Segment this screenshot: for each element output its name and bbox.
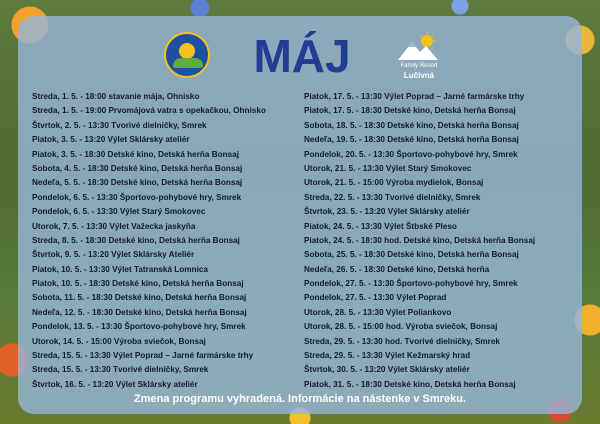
event-row: Sobota, 4. 5. - 18:30 Detské kino, Detská herňa Bonsaj (32, 163, 243, 173)
event-row: Piatok, 3. 5. - 18:30 Detské kino, Detská herňa Bonsaj (32, 149, 240, 159)
event-row: Streda, 1. 5. - 18:00 stavanie mája, Ohnisko (32, 92, 200, 101)
event-row: Štvrtok, 30. 5. - 13:20 Výlet Sklársky ateliér (304, 365, 470, 375)
event-row: Sobota, 18. 5. - 18:30 Detské kino, Detská herňa Bonsaj (304, 120, 519, 130)
event-row: Nedeľa, 19. 5. - 18:30 Detské kino, Detská herňa Bonsaj (304, 135, 519, 145)
event-row: Streda, 15. 5. - 13:30 Tvorivé dielničky, Smrek (32, 365, 209, 375)
hills-icon (173, 58, 203, 68)
event-row: Piatok, 24. 5. - 18:30 hod. Detské kino, Detská herňa Bonsaj (304, 235, 536, 245)
event-row: Piatok, 10. 5. - 18:30 Detské kino, Detská herňa Bonsaj (32, 279, 244, 289)
event-row: Piatok, 10. 5. - 13:30 Výlet Tatranská Lomnica (32, 264, 208, 274)
event-row: Utorok, 21. 5. - 13:30 Výlet Starý Smokovec (304, 163, 472, 173)
event-row: Nedeľa, 5. 5. - 18:30 Detské kino, Detská herňa Bonsaj (32, 178, 243, 188)
event-row: Streda, 29. 5. - 13:30 Výlet Kežmarský hrad (304, 351, 471, 361)
event-row: Piatok, 17. 5. - 13:30 Výlet Poprad – Jarné farmárske trhy (304, 92, 525, 101)
event-row: Sobota, 25. 5. - 18:30 Detské kino, Detská herňa Bonsaj (304, 250, 519, 260)
event-row: Piatok, 24. 5. - 13:30 Výlet Štbské Pleso (304, 221, 457, 231)
event-row: Pondelok, 6. 5. - 13:30 Výlet Starý Smokovec (32, 207, 206, 217)
event-row: Pondelok, 27. 5. - 13:30 Športovo-pohybové hry, Smrek (304, 279, 518, 289)
event-row: Pondelok, 20. 5. - 13:30 Športovo-pohybové hry, Smrek (304, 149, 518, 159)
event-row: Streda, 15. 5. - 13:30 Výlet Poprad – Jarné farmárske trhy (32, 351, 254, 361)
event-row: Pondelok, 13. 5. - 13:30 Športovo-pohybové hry, Smrek (32, 322, 246, 332)
event-row: Štvrtok, 9. 5. - 13:20 Výlet Sklársky Ateliér (32, 250, 195, 260)
club-logo (164, 32, 210, 78)
resort-logo-line1: Family Resort (400, 63, 438, 69)
event-row: Nedeľa, 12. 5. - 18:30 Detské kino, Detská herňa Bonsaj (32, 307, 247, 317)
event-row: Utorok, 7. 5. - 13:30 Výlet Važecka jaskyňa (32, 221, 196, 231)
event-row: Štvrtok, 2. 5. - 13:30 Tvorivé dielničky, Smrek (32, 120, 207, 130)
event-row: Sobota, 11. 5. - 18:30 Detské kino, Detská herňa Bonsaj (32, 293, 247, 303)
event-row: Utorok, 28. 5. - 15:00 hod. Výroba sviečok, Bonsaj (304, 322, 498, 332)
event-row: Pondelok, 6. 5. - 13:30 Športovo-pohybové hry, Smrek (32, 192, 242, 202)
event-row: Piatok, 17. 5. - 18:30 Detské kino, Detská herňa Bonsaj (304, 106, 516, 116)
event-row: Streda, 22. 5. - 13:30 Tvorivé dielničky, Smrek (304, 192, 481, 202)
event-row: Pondelok, 27. 5. - 13:30 Výlet Poprad (304, 293, 447, 303)
resort-logo-line2: Lučivná (403, 71, 435, 80)
event-row: Štvrtok, 23. 5. - 13:20 Výlet Sklársky ateliér (304, 207, 470, 217)
event-row: Streda, 1. 5. - 19:00 Prvomájová vatra s opekačkou, Ohnisko (32, 106, 266, 116)
event-row: Štvrtok, 16. 5. - 13:20 Výlet Sklársky ateliér (32, 379, 198, 389)
events-column-left (32, 90, 300, 392)
event-row: Streda, 29. 5. - 13:30 hod. Tvorivé dielničky, Smrek (304, 336, 500, 346)
sun-icon (179, 43, 195, 59)
page-title: MÁJ (253, 30, 351, 82)
event-row: Utorok, 14. 5. - 15:00 Výroba sviečok, Bonsaj (32, 336, 206, 346)
event-row: Utorok, 28. 5. - 13:30 Výlet Poliankovo (304, 307, 452, 317)
footer-note: Zmena programu vyhradená. Informácie na nástenke v Smreku. (134, 393, 466, 405)
mountain-sun-icon (394, 32, 442, 62)
event-row: Nedeľa, 26. 5. - 18:30 Detské kino, Detská herňa (304, 264, 490, 274)
event-row: Utorok, 21. 5. - 15:00 Výroba mydielok, Bonsaj (304, 178, 484, 188)
event-row: Piatok, 3. 5. - 13:20 Výlet Sklársky ateliér (32, 135, 190, 145)
event-row: Piatok, 31. 5. - 18:30 Detské kino, Detská herňa Bonsaj (304, 379, 516, 389)
events-column-right (304, 90, 574, 392)
event-row: Streda, 8. 5. - 18:30 Detské kino, Detská herňa Bonsaj (32, 235, 240, 245)
